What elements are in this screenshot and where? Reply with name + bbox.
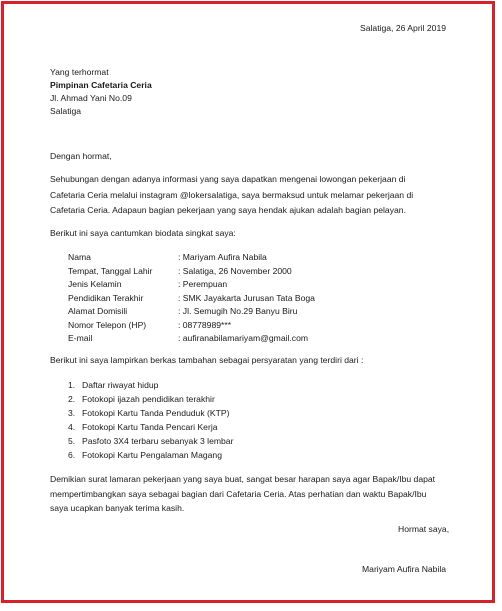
biodata-label: Tempat, Tanggal Lahir	[68, 265, 153, 276]
place-date: Salatiga, 26 April 2019	[360, 23, 447, 33]
biodata-value: : SMK Jayakarta Jurusan Tata Boga	[178, 292, 315, 303]
biodata-label: Jenis Kelamin	[68, 279, 122, 289]
biodata-value: : 08778989***	[178, 319, 232, 330]
attachment-text: Daftar riwayat hidup	[82, 380, 159, 390]
attachment-number: 2.	[68, 394, 76, 404]
intro-paragraph	[50, 172, 455, 219]
sign-off: Hormat saya,	[398, 524, 450, 534]
attachment-text: Fotokopi Kartu Pengalaman Magang	[82, 450, 222, 460]
attachment-number: 5.	[68, 436, 76, 446]
closing-line: saya ucapkan banyak terima kasih.	[50, 503, 185, 513]
biodata-value: : Mariyam Aufira Nabila	[178, 252, 267, 262]
attachment-text: Pasfoto 3X4 terbaru sebanyak 3 lembar	[82, 436, 234, 446]
intro-line: Cafetaria Ceria melalui instagram @lokersalatiga, saya bermaksud untuk melamar pekerjaan di	[50, 189, 414, 200]
attachment-number: 3.	[68, 408, 76, 418]
biodata-label: Alamat Domisili	[68, 306, 128, 316]
biodata-label: Pendidikan Terakhir	[68, 292, 144, 303]
recipient-name: Pimpinan Cafetaria Ceria	[50, 80, 152, 90]
recipient-address: Jl. Ahmad Yani No.09	[50, 93, 132, 103]
biodata-label: E-mail	[68, 333, 93, 343]
attachment-number: 1.	[68, 380, 76, 390]
attachments-intro: Berikut ini saya lampirkan berkas tambahan sebagai persyaratan yang terdiri dari :	[50, 355, 364, 365]
attachment-text: Fotokopi Kartu Tanda Penduduk (KTP)	[82, 408, 230, 418]
attachment-number: 6.	[68, 450, 76, 460]
recipient-greeting: Yang terhormat	[50, 67, 109, 77]
signer-name: Mariyam Aufira Nabila	[362, 564, 447, 574]
intro-line: Sehubungan dengan adanya informasi yang saya dapatkan mengenai lowongan pekerjaan di	[50, 174, 406, 184]
salutation: Dengan hormat,	[50, 151, 112, 161]
recipient-city: Salatiga	[50, 106, 82, 116]
biodata-value: : aufiranabilamariyam@gmail.com	[178, 333, 309, 343]
closing-paragraph	[50, 472, 455, 516]
biodata-intro: Berikut ini saya cantumkan biodata singkat saya:	[50, 228, 236, 238]
attachment-text: Fotokopi Kartu Tanda Pencari Kerja	[82, 422, 218, 432]
attachment-number: 4.	[68, 422, 76, 432]
intro-line: Cafetaria Ceria. Adapaun bagian pekerjaan yang saya hendak ajukan adalah bagian pelayan.	[50, 205, 406, 215]
closing-line: Demikian surat lamaran pekerjaan yang saya buat, sangat besar harapan saya agar Bapak/Ibu dapat	[50, 474, 436, 484]
biodata-label: Nomor Telepon (HP)	[68, 319, 147, 330]
attachment-text: Fotokopi ijazah pendidikan terakhir	[82, 394, 215, 404]
biodata-value: : Salatiga, 26 November 2000	[178, 265, 292, 276]
biodata-value: : Perempuan	[178, 279, 228, 289]
biodata-label: Nama	[68, 252, 91, 262]
closing-line: mempertimbangkan saya sebagai bagian dari Cafetaria Ceria. Atas perhatian dan waktu Bapak/Ibu	[50, 488, 427, 499]
biodata-value: : Jl. Semugih No.29 Banyu Biru	[178, 306, 298, 316]
